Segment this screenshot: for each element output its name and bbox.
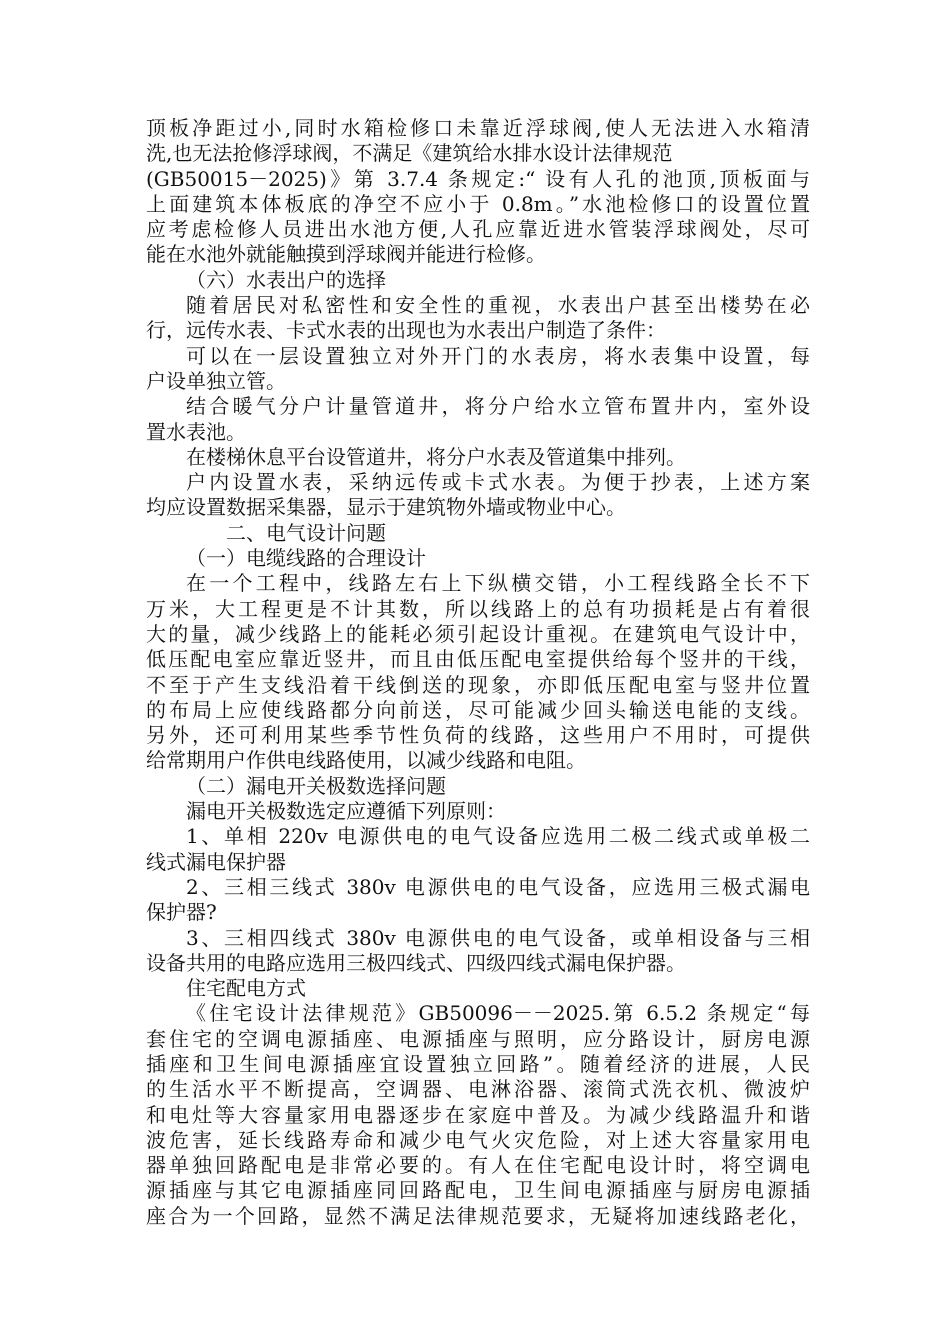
text-line: 大的量，减少线路上的能耗必须引起设计重视。在建筑电气设计中， — [146, 621, 810, 646]
text-line: （一）电缆线路的合理设计 — [186, 546, 426, 571]
text-line: 结合暖气分户计量管道井，将分户给水立管布置井内，室外设 — [186, 394, 810, 419]
text-line: 2、三相三线式 380v 电源供电的电气设备，应选用三极式漏电 — [186, 874, 810, 899]
text-line: 在一个工程中，线路左右上下纵横交错，小工程线路全长不下 — [186, 571, 810, 596]
text-line: 行，远传水表、卡式水表的出现也为水表出户制造了条件： — [146, 318, 666, 343]
text-line: 户设单独立管。 — [146, 368, 286, 393]
text-line: 保护器? — [146, 900, 217, 925]
text-line: 器单独回路配电是非常必要的。有人在住宅配电设计时，将空调电 — [146, 1153, 810, 1178]
text-line: 和电灶等大容量家用电器逐步在家庭中普及。为减少线路温升和谐 — [146, 1102, 810, 1127]
text-line: 应考虑检修人员进出水池方便,人孔应靠近进水管装浮球阀处，尽可 — [146, 217, 810, 242]
text-line: 线式漏电保护器 — [146, 849, 286, 874]
text-line: 均应设置数据采集器，显示于建筑物外墙或物业中心。 — [146, 495, 626, 520]
text-line: 二、电气设计问题 — [226, 520, 386, 545]
text-line: 《住宅设计法律规范》GB50096－－2025.第 6.5.2 条规定“每 — [186, 1001, 810, 1026]
text-line: 1、单相 220v 电源供电的电气设备应选用二极二线式或单极二 — [186, 824, 810, 849]
text-line: 上面建筑本体板底的净空不应小于 0.8m。”水池检修口的设置位置 — [146, 191, 810, 216]
text-line: 的生活水平不断提高，空调器、电淋浴器、滚筒式洗衣机、微波炉 — [146, 1077, 810, 1102]
text-line: 插座和卫生间电源插座宜设置独立回路”。随着经济的进展，人民 — [146, 1051, 810, 1076]
text-line: 低压配电室应靠近竖井，而且由低压配电室提供给每个竖井的干线， — [146, 647, 810, 672]
text-line: 给常期用户作供电线路使用，以减少线路和电阻。 — [146, 748, 586, 773]
text-line: 置水表池。 — [146, 419, 246, 444]
text-line: 户内设置水表，采纳远传或卡式水表。为便于抄表，上述方案 — [186, 470, 810, 495]
text-line: （二）漏电开关极数选择问题 — [186, 773, 446, 798]
text-line: 设备共用的电路应选用三极四线式、四级四线式漏电保护器。 — [146, 950, 686, 975]
text-line: 洗,也无法抢修浮球阀，不满足《建筑给水排水设计法律规范 — [146, 141, 673, 166]
text-line: 另外，还可利用某些季节性负荷的线路，这些用户不用时，可提供 — [146, 723, 810, 748]
text-line: (GB50015－2025)》第 3.7.4 条规定:“ 设有人孔的池顶,顶板面与 — [146, 166, 810, 191]
text-line: 在楼梯休息平台设管道井，将分户水表及管道集中排列。 — [186, 444, 686, 469]
document-page — [146, 116, 810, 1229]
text-line: 可以在一层设置独立对外开门的水表房，将水表集中设置，每 — [186, 343, 810, 368]
text-line: 住宅配电方式 — [186, 976, 306, 1001]
text-line: 座合为一个回路，显然不满足法律规范要求，无疑将加速线路老化， — [146, 1203, 810, 1228]
text-line: 不至于产生支线沿着干线倒送的现象，亦即低压配电室与竖井位置 — [146, 672, 810, 697]
text-line: （六）水表出户的选择 — [186, 267, 386, 292]
text-line: 随着居民对私密性和安全性的重视，水表出户甚至出楼势在必 — [186, 293, 810, 318]
text-line: 漏电开关极数选定应遵循下列原则： — [186, 799, 506, 824]
text-line: 的布局上应使线路都分向前送，尽可能减少回头输送电能的支线。 — [146, 697, 810, 722]
text-line: 能在水池外就能触摸到浮球阀并能进行检修。 — [146, 242, 546, 267]
text-line: 波危害，延长线路寿命和减少电气火灾危险，对上述大容量家用电 — [146, 1127, 810, 1152]
text-line: 3、三相四线式 380v 电源供电的电气设备，或单相设备与三相 — [186, 925, 810, 950]
text-line: 万米，大工程更是不计其数，所以线路上的总有功损耗是占有着很 — [146, 596, 810, 621]
text-line: 源插座与其它电源插座同回路配电，卫生间电源插座与厨房电源插 — [146, 1178, 810, 1203]
text-line: 套住宅的空调电源插座、电源插座与照明，应分路设计，厨房电源 — [146, 1026, 810, 1051]
text-line: 顶板净距过小,同时水箱检修口未靠近浮球阀,使人无法进入水箱清 — [146, 116, 810, 140]
